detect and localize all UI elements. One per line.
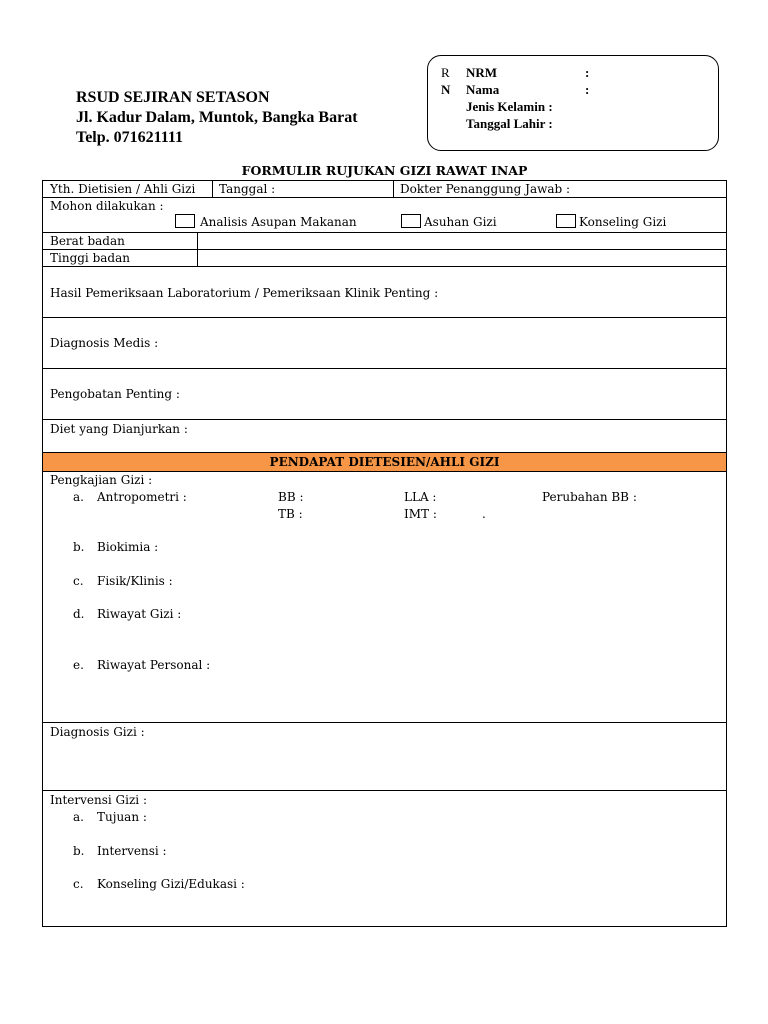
col-divider [393,180,394,197]
hospital-address: Jl. Kadur Dalam, Muntok, Bangka Barat [76,109,358,126]
row-divider [42,471,727,472]
goal-field[interactable]: Tujuan : [97,810,147,824]
col-divider [212,180,213,197]
row-divider [42,419,727,420]
col-divider [197,232,198,266]
asuhan-gizi-label: Asuhan Gizi [424,215,497,229]
tanggal-lahir-label: Tanggal Lahir : [466,116,553,131]
intervention-a-letter: a. [73,810,84,824]
nama-colon: : [585,82,590,97]
analisis-asupan-label: Analisis Asupan Makanan [200,215,357,229]
anthropometry-label: Antropometri : [97,490,187,504]
assessment-label: Pengkajian Gizi : [50,473,153,487]
assessment-d-letter: d. [73,607,85,621]
tb-field[interactable]: TB : [278,507,303,521]
doctor-field[interactable]: Dokter Penanggung Jawab : [400,182,571,196]
personal-history-field[interactable]: Riwayat Personal : [97,658,211,672]
dietitian-opinion-header: PENDAPAT DIETESIEN/AHLI GIZI [43,453,726,471]
request-label: Mohon dilakukan : [50,199,164,213]
hospital-name: RSUD SEJIRAN SETASON [76,89,270,106]
biochemistry-field[interactable]: Biokimia : [97,540,159,554]
counseling-education-field[interactable]: Konseling Gizi/Edukasi : [97,877,245,891]
intervention-c-letter: c. [73,877,84,891]
konseling-gizi-checkbox[interactable] [556,214,576,228]
row-divider [42,790,727,791]
asuhan-gizi-checkbox[interactable] [401,214,421,228]
row-divider [42,266,727,267]
jenis-kelamin-label: Jenis Kelamin : [466,99,553,114]
recommended-diet-field[interactable]: Diet yang Dianjurkan : [50,422,188,436]
row-divider [42,197,727,198]
assessment-c-letter: c. [73,574,84,588]
nrm-colon: : [585,65,590,80]
row-divider [42,249,727,250]
medication-field[interactable]: Pengobatan Penting : [50,387,180,401]
physical-clinical-field[interactable]: Fisik/Klinis : [97,574,173,588]
patient-id-box [427,55,719,151]
nutrition-diagnosis-field[interactable]: Diagnosis Gizi : [50,725,145,739]
lab-results-field[interactable]: Hasil Pemeriksaan Laboratorium / Pemeriksaan Klinik Penting : [50,286,439,300]
medical-diagnosis-field[interactable]: Diagnosis Medis : [50,336,159,350]
corner-r: R [441,65,450,80]
intervention-label: Intervensi Gizi : [50,793,147,807]
nama-label: Nama [466,82,500,97]
assessment-a-letter: a. [73,490,84,504]
date-field[interactable]: Tanggal : [219,182,276,196]
row-divider [42,317,727,318]
konseling-gizi-label: Konseling Gizi [579,215,667,229]
bb-field[interactable]: BB : [278,490,304,504]
hospital-phone: Telp. 071621111 [76,129,183,146]
nrm-label: NRM [466,65,498,80]
assessment-e-letter: e. [73,658,84,672]
form-title: FORMULIR RUJUKAN GIZI RAWAT INAP [241,163,528,178]
nutrition-history-field[interactable]: Riwayat Gizi : [97,607,182,621]
recipient-label: Yth. Dietisien / Ahli Gizi [50,182,196,196]
analisis-asupan-checkbox[interactable] [175,214,195,228]
height-label: Tinggi badan [50,251,130,265]
row-divider [42,368,727,369]
intervention-b-letter: b. [73,844,85,858]
corner-n: N [441,82,451,97]
row-divider [42,722,727,723]
weight-change-field[interactable]: Perubahan BB : [542,490,637,504]
assessment-b-letter: b. [73,540,85,554]
row-divider [42,232,727,233]
weight-label: Berat badan [50,234,125,248]
imt-dot: . [482,507,486,521]
intervention-field[interactable]: Intervensi : [97,844,167,858]
lla-field[interactable]: LLA : [404,490,437,504]
imt-field[interactable]: IMT : [404,507,437,521]
